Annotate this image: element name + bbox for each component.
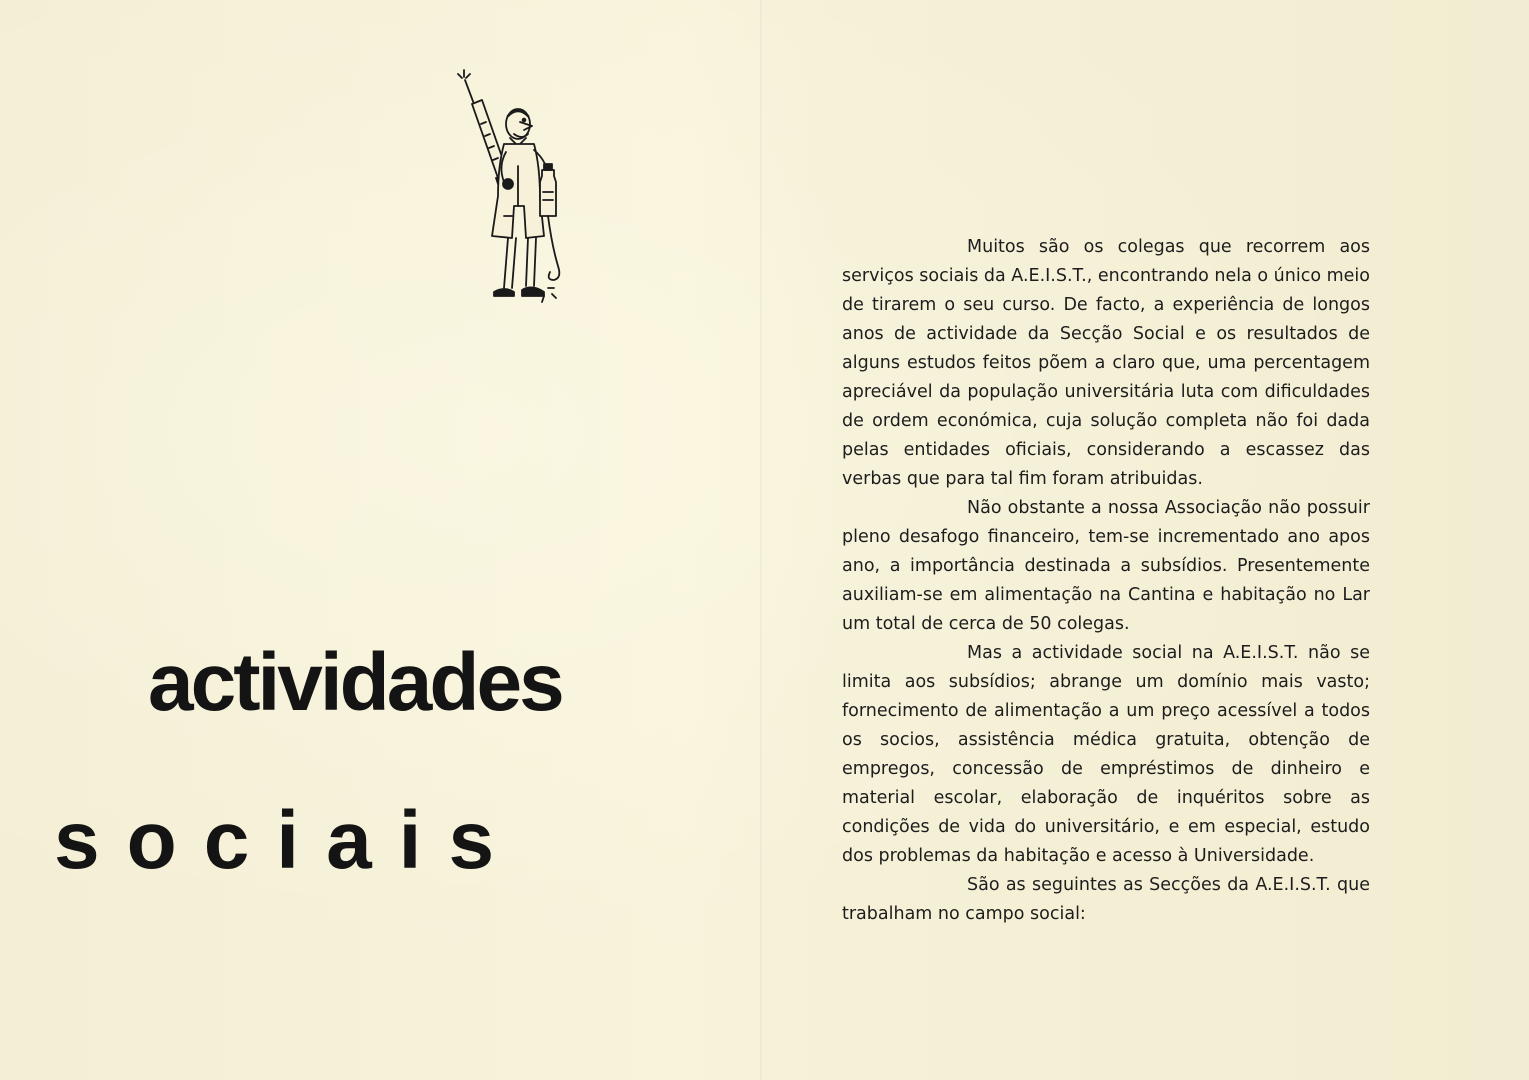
title-line-sociais: sociais [54, 795, 522, 886]
article-body [842, 233, 1370, 929]
paragraph-3: Mas a actividade social na A.E.I.S.T. não se limita aos subsídios; abrange um domínio mais vasto; fornecimento de alimentação a um preço acessível a todos os socios, assistência médica gratuita, obtenção de empregos, concessão de empréstimos de dinheiro e material escolar, elaboração de inquéritos sobre as condições de vida do universitário, e em especial, estudo dos problemas da habitação e acesso à Universidade. [842, 643, 1370, 866]
doctor-with-syringe-illustration [448, 66, 578, 311]
paragraph-4: São as seguintes as Secções da A.E.I.S.T. que trabalham no campo social: [842, 875, 1370, 924]
title-line-actividades: actividades [148, 637, 562, 728]
paragraph-1: Muitos são os colegas que recorrem aos serviços sociais da A.E.I.S.T., encontrando nela o único meio de tirarem o seu curso. De facto, a experiência de longos anos de actividade da Secção Social e os resultados de alguns estudos feitos põem a claro que, uma percentagem apreciável da população universitária luta com dificuldades de ordem económica, cuja solução completa não foi dada pelas entidades oficiais, considerando a escassez das verbas que para tal fim foram atribuidas. [842, 237, 1370, 489]
page-fold [760, 0, 762, 1080]
paragraph-2: Não obstante a nossa Associação não possuir pleno desafogo financeiro, tem-se incrementado ano apos ano, a importância destinada a subsídios. Presentemente auxiliam-se em alimentação na Cantina e habitação no Lar um total de cerca de 50 colegas. [842, 498, 1370, 634]
